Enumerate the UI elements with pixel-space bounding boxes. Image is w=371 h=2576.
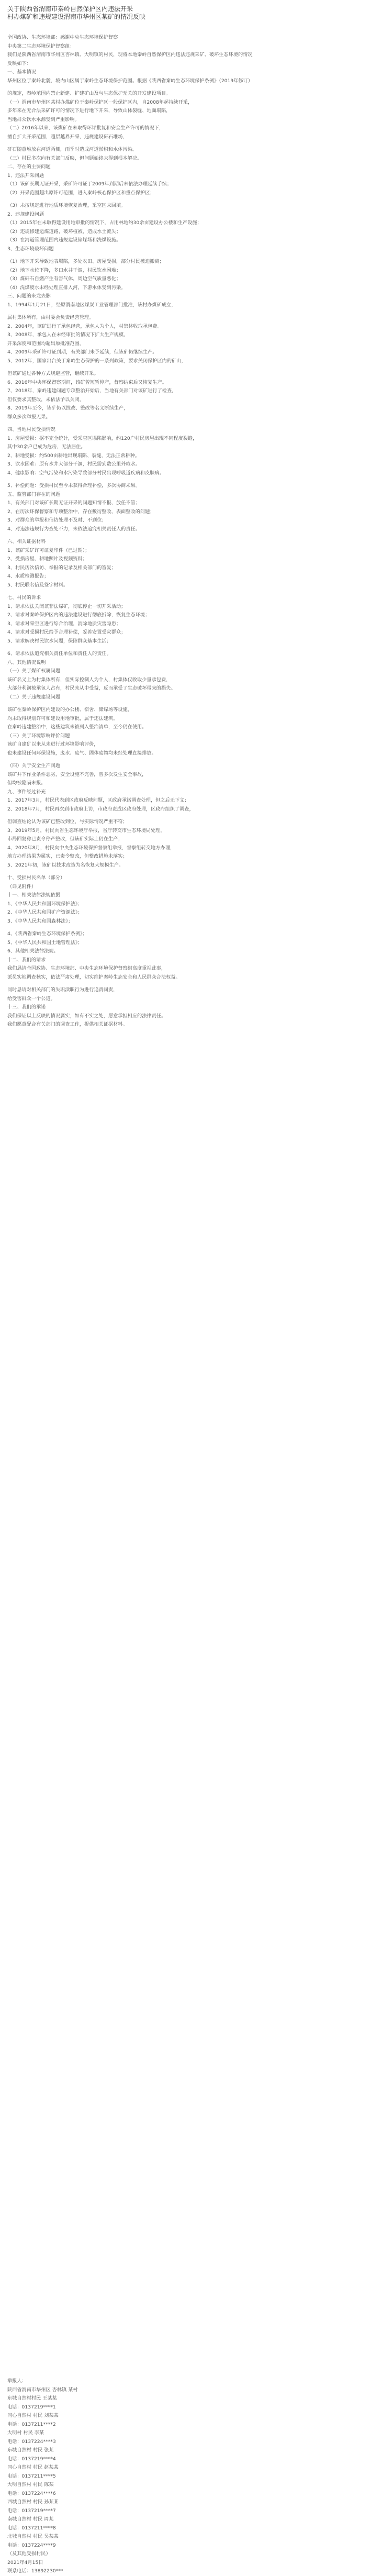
body-line: 但调查结论认为该矿已整改到位，与实际情况严重不符； [7,819,128,825]
paragraph-gap [7,365,363,370]
body-line: 反映如下： [7,60,31,66]
title-line-1: 关于陕西省渭南市秦岭自然保护区内违法开采 [7,5,133,13]
body-line: 5、2012年，国家出台关于秦岭生态保护的一系列政策，要求关闭保护区内的矿山， [7,358,186,364]
signature-line: 东城自然村 村民 张某 [7,2447,54,2453]
body-line: 六、相关证据材料 [7,539,46,545]
body-line: （三）关于环境影响评价问题 [7,732,70,739]
body-line: （1）该矿长期无证开采，采矿许可证于2009年到期后未依法办理延续手续； [7,181,172,187]
body-line: 5、2021年初，该矿以技术改造为名恢复大规模生产。 [7,862,124,868]
body-line: 3、对群众的举报和信访处理不及时、不到位； [7,517,107,523]
body-line: 市局回复称已责令停产整改，但该矿实际上仍在生产； [7,836,123,842]
body-line: 给受害群众一个公道。 [7,995,55,1002]
body-line: 5、补偿问题：受损村民至今未获得合理补偿，多次协商未果。 [7,483,140,488]
body-line: 该矿自建矿以来从未进行过环境影响评价， [7,741,99,747]
paragraph-gap [7,646,363,650]
body-line: 四、当地村民受损情况 [7,427,55,432]
body-line: 多年来在无合法采矿许可的情况下进行地下开采，导致山体裂缝、地面塌陷， [7,108,171,114]
signature-line: 电话：0137211****8 [7,2525,56,2531]
body-line: （3）在河道管理范围内违规建设储煤场和洗煤设施。 [7,237,121,243]
body-line: 1、1994年1月21日，经原渭南地区煤炭工业管理部门批准，该村办煤矿成立， [7,302,176,308]
signature-line: 同心自然村 村民 赵某某 [7,2464,59,2470]
body-line: （2）违规修建运煤道路，破坏植被，造成水土流失； [7,228,121,235]
body-line: 我们愿意配合有关部门的调查工作，提供相关证据材料。 [7,1021,128,1027]
body-line: 6、请求依法追究相关责任单位和责任人的责任。 [7,651,111,657]
body-line: 五、监管部门存在的问题 [7,491,61,497]
body-line: 八、其他情况说明 [7,659,46,665]
paragraph-gap [7,534,363,538]
body-line: 但仅要求其整改，未依法予以关闭。 [7,396,84,403]
body-line: 3、《中华人民共和国森林法》； [7,918,73,924]
body-line: 中央第二生态环境保护督察组： [7,43,75,49]
body-line: 2、在历次环保督察和专项整治中，存在敷衍整改、表面整改的问题； [7,508,155,515]
signature-heading: 举报人： [7,2378,27,2384]
body-line: （一）关于煤矿权属问题 [7,668,61,674]
paragraph-gap [7,421,363,426]
paragraph-gap [7,197,363,202]
body-line: 2、违规建设问题 [7,211,44,217]
body-line: 九、事件经过补充 [7,789,46,795]
body-line: 十二、我们的请求 [7,957,46,963]
body-line: 在秦岭违建整治中，这些建筑未被列入整治清单，至今仍在使用。 [7,724,147,730]
signature-line: 电话：0137224****9 [7,2542,56,2548]
body-line: 我们恳请全国政协、生态环境部、中央生态环境保护督察组高度重视此事， [7,965,166,971]
body-line: 3、生态环境破坏问题 [7,246,54,252]
body-line: 矸石随意堆放在河道两侧，雨季时造成河道淤积和水体污染。 [7,147,138,152]
body-line: 2、耕地受损：约500亩耕地出现塌陷、裂缝，无法正常耕种。 [7,452,140,459]
signature-line: 电话：0137224****6 [7,2490,56,2496]
body-line: 1、违法开采问题 [7,172,44,179]
body-line: （四）关于安全生产问题 [7,763,61,769]
signature-line: 西城自然村 村民 孙某某 [7,2499,59,2505]
paragraph-gap [7,309,363,314]
body-line: 4、水质检测报告； [7,573,49,579]
body-line: 均未取得规划许可和建设用地审批，属于违法建筑。 [7,715,118,721]
body-line: 4、2009年采矿许可证到期，有关部门未予延续，但该矿仍继续生产。 [7,349,158,355]
body-line: 地方办理结果为属实，已责令整改，但整改措施未落实； [7,853,128,859]
body-line: 该矿在秦岭保护区内建设的办公楼、宿舍、储煤场等设施， [7,707,132,713]
signature-line: 东城自然村村民 王某某 [7,2395,57,2401]
signature-line: 电话：0137219****4 [7,2456,56,2462]
body-line: 群众多次举报无果。 [7,414,51,420]
body-line: 3、2019年5月，村民向省生态环境厅举报，省厅转交市生态环境局处理， [7,827,165,834]
body-line: 5、村民联名信及签字材料。 [7,582,69,588]
paragraph-gap [7,758,363,762]
body-line: 4、2020年8月，村民向中央生态环境保护督察组举报，督察组转交地方办理， [7,845,175,851]
body-line: 十、受损村民名单（部分） [7,875,65,881]
body-line: 其中30余户已成为危房，无法居住。 [7,444,86,450]
signature-line: 电话：0137219****1 [7,2404,56,2410]
body-line: 的规定，秦岭范围内禁止新建、扩建矿山及与生态保护无关的开发建设项目。 [7,91,171,96]
body-line: 1、请求依法关闭该非法煤矿，彻底停止一切开采活动； [7,603,126,609]
body-line: 2、《中华人民共和国矿产资源法》； [7,909,83,915]
body-line: 1、有关部门对该矿长期无证开采的问题知情不报、放任不管； [7,500,140,506]
body-line: 全国政协、生态环境部：感谢中央生态环境保护督察 [7,35,118,40]
body-line: 1、2017年3月，村民代表到区政府反映问题，区政府承诺调查处理，但之后无下文； [7,797,189,803]
body-line: （详见附件） [7,883,37,890]
body-line: （一）渭南市华州区某村办煤矿位于秦岭保护区一般保护区内，自2008年起持续开采， [7,99,193,105]
body-line: 二、存在的主要问题 [7,164,51,170]
body-line: （2）地下水位下降，多口水井干涸，村民饮水困难； [7,267,121,273]
paragraph-gap [7,870,363,874]
body-line: 3、村民历次信访、举报的记录及相关部门的答复； [7,564,116,571]
body-line: 1、房屋受损：据不完全统计，受采空区塌陷影响，约120户村民房屋出现不同程度裂缝， [7,435,198,441]
body-line: 但该矿通过各种方式规避监管，继续开采。 [7,371,99,376]
body-line: （1）2015年在未取得建设用地审批的情况下，占用林地约30余亩建设办公楼和生产设施； [7,220,202,226]
body-line: 8、2019年至今，该矿仍以技改、整改等名义断续生产， [7,405,129,411]
body-line: 三、问题的来龙去脉 [7,293,51,299]
body-line: 也未建设任何环保设施，废水、废气、固体废物均未经处理直接排放。 [7,750,156,756]
signature-line: 北城自然村 村民 吴某某 [7,2534,59,2539]
signature-line: 大明自然村 村民 陈某 [7,2482,54,2488]
body-line: 5、请求解决村民饮水问题，保障群众基本生活； [7,638,111,644]
body-line: 属村集体所有，由村委会负责经营管理。 [7,315,94,320]
body-line: 2、请求对秦岭保护区内的违法建设进行彻底拆除，恢复生态环境； [7,612,150,618]
body-line: （3）未按规定进行地质环境恢复治理，采空区未回填。 [7,203,126,208]
body-line: 2、受损房屋、耕地照片及视频资料； [7,556,87,562]
body-line: 七、村民的诉求 [7,595,41,601]
body-line: 7、2018年，秦岭违建问题专项整治开始后，当地有关部门对该矿进行了检查， [7,388,177,394]
body-line: 华州区位于秦岭北麓，境内山区属于秦岭生态环境保护范围。根据《陕西省秦岭生态环境保护条例》（2019年修订） [7,77,253,84]
paragraph-gap [7,253,363,258]
signature-line: 电话：0137219****7 [7,2507,56,2514]
body-line: 3、请求对采空区进行综合治理，消除地质灾害隐患； [7,620,121,627]
body-line: 该矿井下作业条件恶劣，安全设施不完善，曾多次发生安全事故， [7,771,147,778]
body-line: 大部分利润被承包人占有，村民未从中受益，反而承受了生态破坏带来的损失。 [7,685,176,691]
body-line: 同时恳请对相关部门的失职渎职行为进行追责问责， [7,987,118,993]
body-line: 十三、我们的承诺 [7,1004,46,1010]
body-line: 1、该矿采矿许可证复印件（已过期）； [7,547,90,553]
paragraph-gap [7,982,363,986]
body-line: 派员实地调查核实，依法严肃处理，切实维护秦岭生态安全和人民群众合法权益。 [7,974,181,980]
body-line: 该矿名义上为村集体所有，但实际控制人为个人，村集体仅收取少量承包费， [7,676,171,683]
paragraph-gap [7,141,363,146]
body-line: 一、基本情况 [7,69,37,75]
body-line: 3、饮水困难：原有水井大部分干涸，村民需到数公里外取水。 [7,461,140,467]
paragraph-gap [7,814,363,818]
body-line: 1、《中华人民共和国环境保护法》； [7,901,83,907]
body-line: （二）关于违规建设问题 [7,694,61,700]
body-line: 我们保证以上反映的情况属实，如有不实之处，愿意承担相应的法律责任。 [7,1013,166,1019]
body-line: 十一、相关法律法规依据 [7,892,61,898]
document-body [7,34,363,1029]
signature-line: 同心自然村 村民 刘某某 [7,2413,59,2418]
body-line: 6、2016年中央环保督察期间，该矿曾短暂停产，督察结束后又恢复生产。 [7,379,167,385]
signature-line: 电话：0137211****5 [7,2473,56,2479]
body-line: 4、《陕西省秦岭生态环境保护条例》； [7,931,87,937]
body-line: 4、请求对受损村民给予合理补偿，妥善安置受灾群众； [7,629,126,635]
body-line: 擅自扩大开采范围，超层越界开采，违规建设矸石堆场， [7,134,128,140]
body-line: 但均被隐瞒未报。 [7,780,46,786]
body-line: （三）村民多次向有关部门反映，但问题始终未得到根本解决。 [7,155,142,161]
signature-block [7,2377,164,2576]
body-line: 开采深度和范围均超出原批准范围。 [7,340,84,347]
paragraph-gap [7,926,363,930]
body-line: （1）地下开采导致地表塌陷，多处农田、房屋受损，部分村民被迫搬离； [7,259,164,264]
body-line: （3）煤矸石自燃产生有害气体，周边空气质量恶化； [7,276,121,282]
signature-contact: 联系电话：13892230*** [7,2568,63,2574]
body-line: 2、2004年，该矿进行了承包经营，承包人为个人，村集体收取承包费。 [7,323,162,329]
body-line: 4、对违法违规行为查处不力，未依法追究相关责任人的责任。 [7,526,140,532]
signature-line: 电话：0137224****3 [7,2438,56,2445]
body-line: 我们是陕西省渭南市华州区杏林镇、大明镇的村民，现将本地秦岭自然保护区内违法违规采矿、破坏生态环境的情况 [7,52,253,58]
body-line: 4、健康影响：空气污染和水污染导致部分村民出现呼吸道疾病和皮肤病。 [7,470,164,476]
body-line: （二）2016年以来，该煤矿在未取得环评批复和安全生产许可的情况下， [7,125,164,131]
body-line: 2、2018年7月，村民再次到市政府上访，市政府责成区政府处理，区政府组织了调查， [7,806,194,812]
signature-date: 2021年4月15日 [7,2559,43,2566]
body-line: 当地群众饮水水源受到严重影响。 [7,116,80,123]
body-line: （4）洗煤废水未经处理直排入河，下游水体受到污染。 [7,284,126,291]
signature-line: 南城自然村 村民 周某 [7,2516,54,2522]
title-line-2: 村办煤矿和违规建设渭南市华州区某矿的情况反映 [7,13,146,20]
signature-line: 陕西省渭南市华州区 杏林镇 某村 [7,2386,78,2393]
body-line: 5、《中华人民共和国土地管理法》； [7,939,83,946]
signature-line: （及其他受损村民） [7,2551,51,2557]
signature-line: 大明村 村民 李某 [7,2430,44,2436]
document-title [7,5,300,21]
body-line: （2）开采范围超出原许可范围，进入秦岭核心保护区和重点保护区； [7,190,155,196]
paragraph-gap [7,702,363,706]
paragraph-gap [7,590,363,594]
signature-line: 电话：0137211****2 [7,2421,56,2427]
body-line: 3、2008年，承包人在未经审批的情况下扩大生产规模， [7,332,129,338]
paragraph-gap [7,85,363,90]
body-line: 6、其他相关法律法规。 [7,948,59,954]
paragraph-gap [7,478,363,482]
